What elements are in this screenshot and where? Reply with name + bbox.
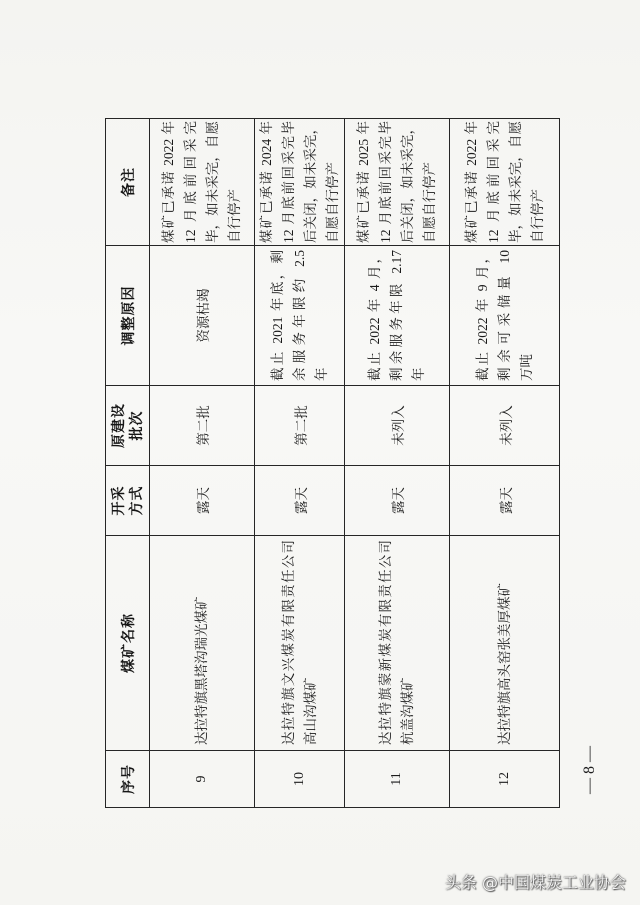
remarks-line: 煤矿已承诺 2024 年 bbox=[258, 121, 274, 243]
header-original-batch-line: 原建设 bbox=[110, 403, 127, 448]
adjustment-reason-line: 剩余可采储量 10 bbox=[496, 250, 512, 381]
cell-adjustment-reason bbox=[150, 245, 255, 385]
original-batch: 第二批 bbox=[196, 405, 211, 446]
coal-mine-adjustment-table bbox=[105, 118, 560, 808]
remarks-line: 自行停产 bbox=[529, 189, 545, 243]
row-index: 9 bbox=[194, 775, 209, 783]
cell-adjustment-reason bbox=[450, 245, 560, 385]
remarks-line: 12 月底前回采完毕 bbox=[378, 121, 393, 243]
header-original-batch-line: 批次 bbox=[128, 410, 145, 441]
cell-mine-name bbox=[345, 535, 450, 750]
mine-name-line: 高山沟煤矿 bbox=[302, 677, 318, 745]
cell-mining-method bbox=[450, 465, 560, 535]
header-adjustment-reason bbox=[105, 245, 150, 385]
row-index: 10 bbox=[291, 772, 307, 786]
cell-index bbox=[345, 750, 450, 808]
mining-method: 露天 bbox=[293, 487, 309, 514]
adjustment-reason-line: 年 bbox=[313, 367, 329, 381]
adjustment-reason-line: 年 bbox=[411, 367, 426, 381]
remarks-line: 后关闭，如未采完， bbox=[302, 121, 318, 243]
remarks-line: 煤矿已承诺 2022 年 bbox=[161, 121, 176, 243]
cell-mine-name bbox=[150, 535, 255, 750]
remarks-line: 自行停产 bbox=[227, 189, 242, 243]
cell-mine-name bbox=[450, 535, 560, 750]
mining-method: 露天 bbox=[498, 487, 514, 514]
remarks-line: 煤矿已承诺 2022 年 bbox=[463, 121, 479, 243]
original-batch: 未列入 bbox=[498, 405, 514, 446]
cell-original-batch bbox=[345, 385, 450, 465]
mining-method: 露天 bbox=[391, 487, 406, 514]
original-batch: 第二批 bbox=[293, 405, 309, 446]
mine-name-line: 杭盖沟煤矿 bbox=[400, 677, 415, 745]
cell-adjustment-reason bbox=[345, 245, 450, 385]
row-index: 11 bbox=[389, 772, 404, 786]
cell-index bbox=[150, 750, 255, 808]
cell-original-batch bbox=[450, 385, 560, 465]
remarks-line: 毕，如未采完，自愿 bbox=[205, 121, 220, 243]
cell-remarks bbox=[345, 118, 450, 245]
mine-name-line: 达拉特旗高头窑张美厚煤矿 bbox=[496, 583, 512, 745]
remarks-line: 自愿自行停产 bbox=[324, 162, 340, 243]
header-mining-method-line: 开采 bbox=[110, 485, 127, 516]
header-remarks-label: 备注 bbox=[120, 167, 137, 197]
adjustment-reason-line: 资源枯竭 bbox=[196, 288, 211, 343]
cell-remarks bbox=[150, 118, 255, 245]
header-mine-name bbox=[105, 535, 150, 750]
header-index bbox=[105, 750, 150, 808]
adjustment-reason-line: 剩余服务年限 2.17 bbox=[389, 250, 404, 381]
cell-index bbox=[255, 750, 345, 808]
cell-mine-name bbox=[255, 535, 345, 750]
header-mining-method bbox=[105, 465, 150, 535]
header-mining-method-line: 方式 bbox=[128, 485, 145, 516]
header-adjustment-reason-label: 调整原因 bbox=[120, 285, 137, 346]
row-index: 12 bbox=[496, 772, 512, 786]
remarks-line: 后关闭，如未采完， bbox=[400, 121, 415, 243]
adjustment-reason-line: 截止 2022 年 9 月， bbox=[474, 250, 490, 381]
cell-original-batch bbox=[255, 385, 345, 465]
source-watermark: 头条 @中国煤炭工业协会 bbox=[444, 873, 626, 892]
page-number: — 8 — bbox=[581, 746, 598, 794]
remarks-line: 12 月底前回采完毕 bbox=[280, 121, 296, 243]
mining-method: 露天 bbox=[196, 487, 211, 514]
adjustment-reason-line: 截止 2022 年 4 月， bbox=[367, 250, 382, 381]
mine-name-line: 达拉特旗蒙新煤炭有限责任公司 bbox=[378, 540, 393, 745]
cell-index bbox=[450, 750, 560, 808]
remarks-line: 自愿自行停产 bbox=[422, 162, 437, 243]
remarks-line: 12 月底前回采完 bbox=[183, 121, 198, 243]
cell-remarks bbox=[450, 118, 560, 245]
header-index-label: 序号 bbox=[120, 764, 137, 794]
adjustment-reason-line: 余服务年限约 2.5 bbox=[291, 250, 307, 381]
cell-adjustment-reason bbox=[255, 245, 345, 385]
mine-name-line: 达拉特旗文兴煤炭有限责任公司 bbox=[280, 540, 296, 745]
header-mine-name-label: 煤矿名称 bbox=[120, 613, 137, 673]
cell-mining-method bbox=[345, 465, 450, 535]
remarks-line: 毕，如未采完，自愿 bbox=[507, 121, 523, 243]
remarks-line: 12 月底前回采完 bbox=[485, 121, 501, 243]
cell-mining-method bbox=[255, 465, 345, 535]
mine-name-line: 达拉特旗黑塔沟瑞光煤矿 bbox=[194, 596, 209, 745]
adjustment-reason-line: 万吨 bbox=[518, 354, 534, 381]
original-batch: 未列入 bbox=[391, 405, 406, 446]
cell-original-batch bbox=[150, 385, 255, 465]
header-remarks bbox=[105, 118, 150, 245]
cell-mining-method bbox=[150, 465, 255, 535]
adjustment-reason-line: 截止 2021 年底，剩 bbox=[269, 250, 285, 381]
remarks-line: 煤矿已承诺 2025 年 bbox=[356, 121, 371, 243]
header-original-batch bbox=[105, 385, 150, 465]
cell-remarks bbox=[255, 118, 345, 245]
